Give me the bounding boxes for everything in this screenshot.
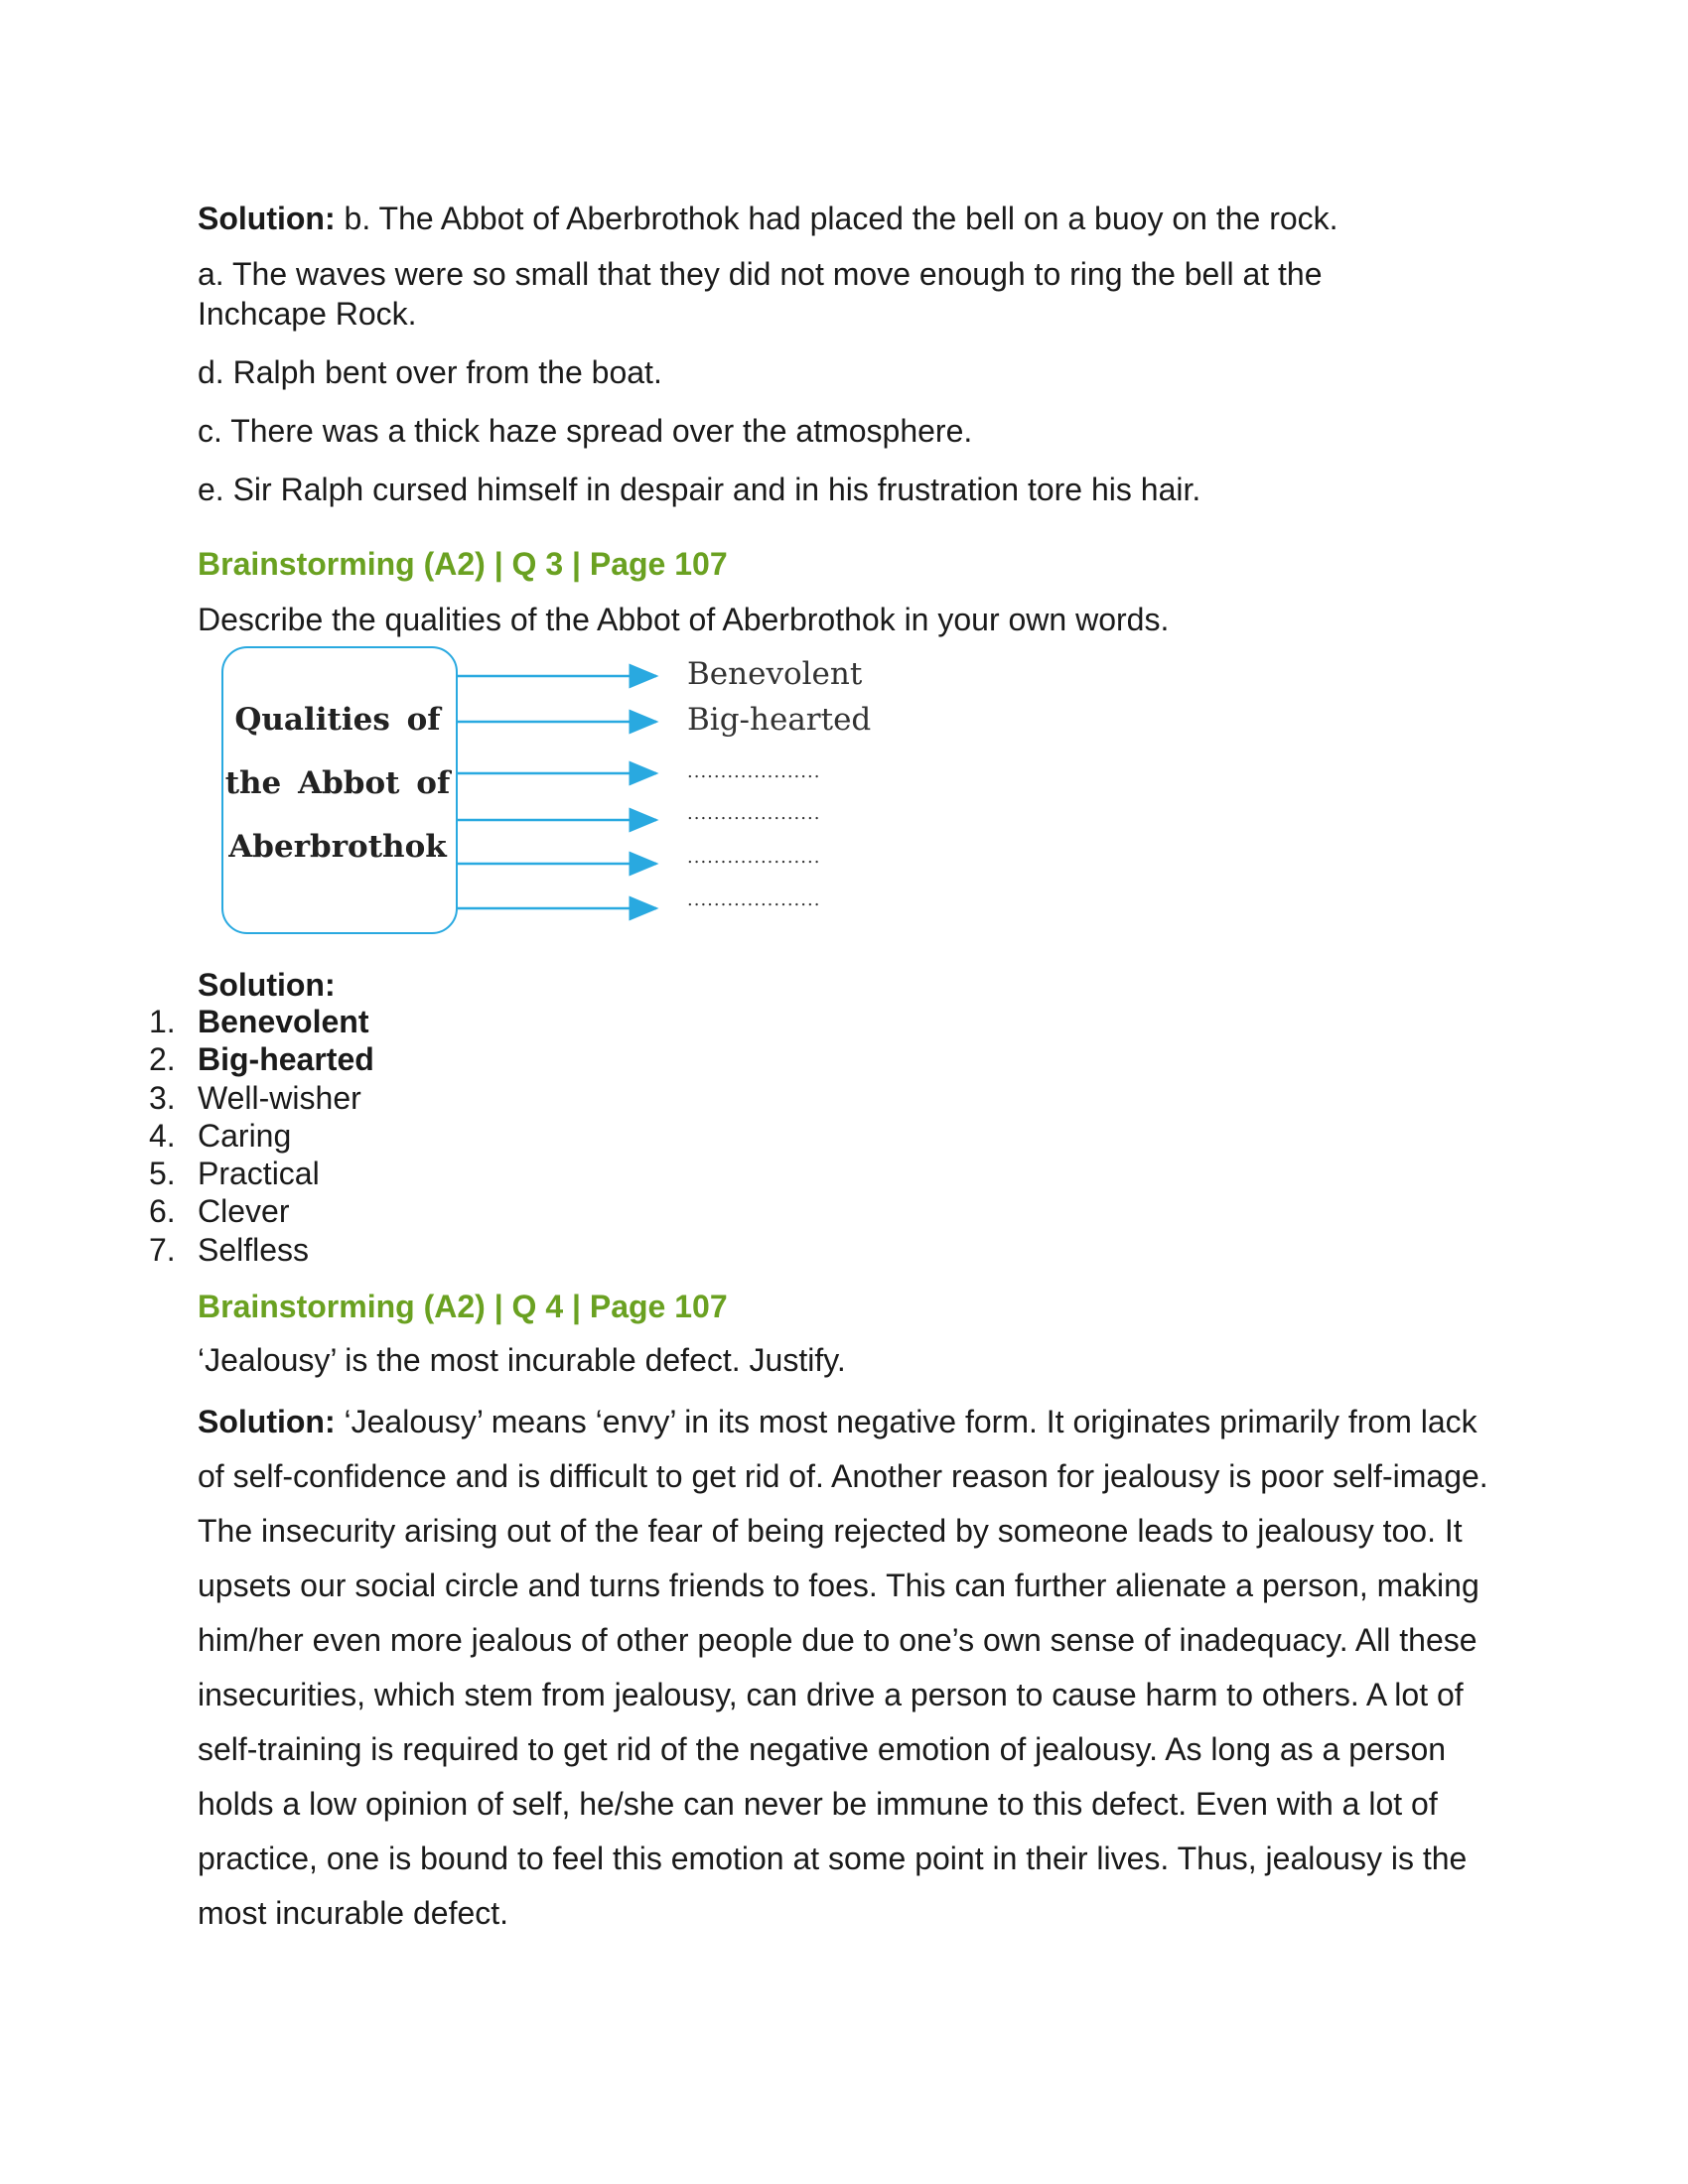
quality-label: Benevolent	[687, 656, 863, 692]
question-text: ‘Jealousy’ is the most incurable defect. Justify.	[198, 1342, 846, 1378]
solution-text: b. The Abbot of Aberbrothok had placed the bell on a buoy on the rock.	[335, 201, 1338, 236]
document-page: Solution: b. The Abbot of Aberbrothok had placed the bell on a buoy on the rock. a. The waves were so small that they did not move enough to ring the bell at the Inchcape Rock. d. Ralph bent over from the boat. c. There was a thick haze spread over the atmosphere. e. Sir Ralph cursed himself in despair and in his frustration tore his hair. Brainstorming (A2) | Q 3 | Page 107 Describe the qualities of the Abbot of Aberbrothok in your own words. Qualities of the Abbot of Aberbrothok Benevolent Big-hearted .................... .................... .................... .................... Solution: 1. Benevolent 2. Big-hearted 3. Well-wisher 4. Caring 5. Practical 6. Clever 7. Selfless Brainstorming (A2) | Q 4 | Page 107 ‘Jealousy’ is the most incurable defect. Justify. Solution: ‘Jealousy’ means ‘envy’ in its most negative form. It originates primarily from lack of self-confidence and is difficult to get rid of. Another reason for jealousy is poor self-image. The insecurity arising out of the fear of being rejected by someone leads to jealousy too. It upsets our social circle and turns friends to foes. This can further alienate a person, making him/her even more jealous of other people due to one’s own sense of inadequacy. All these insecurities, which stem from jealousy, can drive a person to cause harm to others. A lot of self-training is required to get rid of the negative emotion of jealousy. As long as a person holds a low opinion of self, he/she can never be immune to this defect. Even with a lot of practice, one is bound to feel this emotion at some point in their lives. Thus, jealousy is the most incurable defect.	[0, 0, 1688, 2184]
solution-line	[198, 199, 1488, 238]
blank-line: ....................	[687, 803, 821, 824]
question-heading: Brainstorming (A2) | Q 4 | Page 107	[198, 1289, 728, 1324]
solution-paragraph	[198, 1395, 1498, 1941]
sequence-item: d. Ralph bent over from the boat.	[198, 354, 662, 390]
sequence-item: c. There was a thick haze spread over the atmosphere.	[198, 413, 973, 449]
box-label: Qualities of	[234, 702, 441, 738]
qualities-diagram	[213, 640, 909, 948]
sequence-item: e. Sir Ralph cursed himself in despair and in his frustration tore his hair.	[198, 472, 1201, 507]
solution-label: Solution:	[198, 967, 336, 1003]
box-label: the Abbot of	[224, 765, 451, 801]
solution-text: ‘Jealousy’ means ‘envy’ in its most negative form. It originates primarily from lack of self-confidence and is difficult to get rid of. Another reason for jealousy is poor self-image. The insecurity arising out of the fear of being rejected by someone leads to jealousy too. It upsets our social circle and turns friends to foes. This can further alienate a person, making him/her even more jealous of other people due to one’s own sense of inadequacy. All these insecurities, which stem from jealousy, can drive a person to cause harm to others. A lot of self-training is required to get rid of the negative emotion of jealousy. As long as a person holds a low opinion of self, he/she can never be immune to this defect. Even with a lot of practice, one is bound to feel this emotion at some point in their lives. Thus, jealousy is the most incurable defect.	[198, 1404, 1488, 1931]
sequence-item: a. The waves were so small that they did not move enough to ring the bell at the Inchcape Rock.	[198, 256, 1323, 332]
blank-line: ....................	[687, 761, 821, 782]
quality-label: Big-hearted	[687, 702, 872, 738]
solution-label: Solution:	[198, 1404, 336, 1439]
question-heading: Brainstorming (A2) | Q 3 | Page 107	[198, 546, 728, 582]
question-text: Describe the qualities of the Abbot of Aberbrothok in your own words.	[198, 602, 1170, 637]
solution-label: Solution:	[198, 201, 336, 236]
blank-line: ....................	[687, 847, 821, 868]
box-label: Aberbrothok	[228, 829, 447, 865]
blank-line: ....................	[687, 889, 821, 910]
